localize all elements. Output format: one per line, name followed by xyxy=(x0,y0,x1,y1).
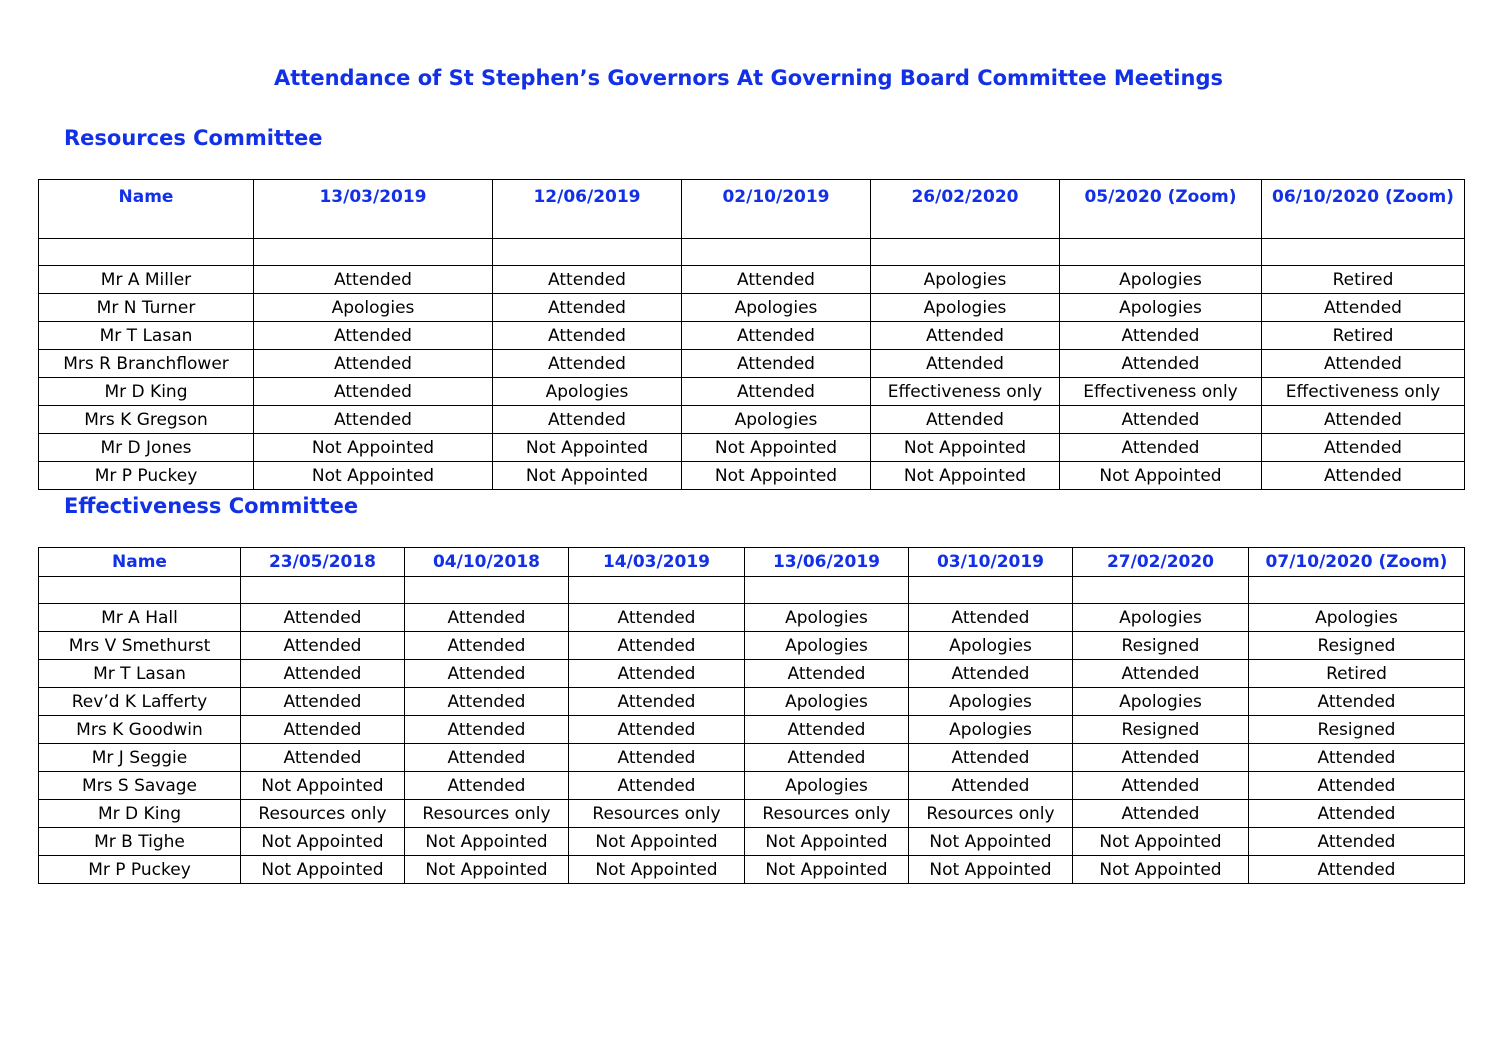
resources-header-date: 06/10/2020 (Zoom) xyxy=(1262,180,1465,239)
attendance-status-cell: Apologies xyxy=(1060,266,1262,294)
attendance-status-cell: Not Appointed xyxy=(569,856,745,884)
attendance-status-cell: Resigned xyxy=(1249,716,1465,744)
attendance-status-cell: Attended xyxy=(871,406,1060,434)
attendance-status-cell: Attended xyxy=(1060,350,1262,378)
governor-name-cell: Mr P Puckey xyxy=(39,462,254,490)
attendance-status-cell: Attended xyxy=(241,660,405,688)
attendance-status-cell: Attended xyxy=(682,350,871,378)
document-title: Attendance of St Stephen’s Governors At Governing Board Committee Meetings xyxy=(274,66,1223,90)
attendance-status-cell: Apologies xyxy=(745,772,909,800)
attendance-status-cell: Attended xyxy=(569,716,745,744)
attendance-status-cell: Attended xyxy=(241,716,405,744)
resources-header-row xyxy=(39,180,1465,239)
attendance-status-cell: Not Appointed xyxy=(871,462,1060,490)
attendance-status-cell: Attended xyxy=(405,604,569,632)
attendance-status-cell: Attended xyxy=(241,604,405,632)
attendance-status-cell: Not Appointed xyxy=(745,856,909,884)
blank-cell xyxy=(241,577,405,604)
attendance-status-cell: Resources only xyxy=(745,800,909,828)
effectiveness-header-row xyxy=(39,548,1465,577)
blank-cell xyxy=(1060,239,1262,266)
attendance-status-cell: Resigned xyxy=(1073,632,1249,660)
attendance-status-cell: Apologies xyxy=(909,716,1073,744)
resources-header-date: 26/02/2020 xyxy=(871,180,1060,239)
attendance-status-cell: Attended xyxy=(1249,856,1465,884)
effectiveness-header-date: 03/10/2019 xyxy=(909,548,1073,577)
governor-name-cell: Mr D King xyxy=(39,800,241,828)
attendance-status-cell: Attended xyxy=(405,688,569,716)
blank-cell xyxy=(871,239,1060,266)
attendance-status-cell: Not Appointed xyxy=(871,434,1060,462)
effectiveness-table-row xyxy=(39,744,1465,772)
blank-cell xyxy=(493,239,682,266)
governor-name-cell: Rev’d K Lafferty xyxy=(39,688,241,716)
effectiveness-table-row xyxy=(39,772,1465,800)
attendance-status-cell: Attended xyxy=(1249,800,1465,828)
governor-name-cell: Mr J Seggie xyxy=(39,744,241,772)
attendance-status-cell: Attended xyxy=(909,604,1073,632)
resources-header-date: 13/03/2019 xyxy=(254,180,493,239)
attendance-status-cell: Resources only xyxy=(909,800,1073,828)
attendance-status-cell: Attended xyxy=(682,266,871,294)
attendance-status-cell: Resources only xyxy=(405,800,569,828)
attendance-status-cell: Not Appointed xyxy=(254,462,493,490)
resources-header-date: 02/10/2019 xyxy=(682,180,871,239)
governor-name-cell: Mr T Lasan xyxy=(39,660,241,688)
attendance-status-cell: Attended xyxy=(1073,660,1249,688)
attendance-status-cell: Not Appointed xyxy=(569,828,745,856)
attendance-status-cell: Attended xyxy=(254,406,493,434)
attendance-status-cell: Resources only xyxy=(569,800,745,828)
attendance-status-cell: Retired xyxy=(1262,322,1465,350)
attendance-status-cell: Attended xyxy=(1073,800,1249,828)
blank-cell xyxy=(682,239,871,266)
attendance-status-cell: Apologies xyxy=(745,688,909,716)
attendance-status-cell: Attended xyxy=(254,322,493,350)
attendance-status-cell: Attended xyxy=(1262,294,1465,322)
attendance-status-cell: Attended xyxy=(569,604,745,632)
resources-header-name: Name xyxy=(39,180,254,239)
attendance-status-cell: Attended xyxy=(1060,434,1262,462)
blank-row xyxy=(39,239,1465,266)
attendance-status-cell: Effectiveness only xyxy=(1060,378,1262,406)
effectiveness-table-body xyxy=(39,577,1465,884)
effectiveness-header-date: 07/10/2020 (Zoom) xyxy=(1249,548,1465,577)
attendance-status-cell: Attended xyxy=(1249,688,1465,716)
governor-name-cell: Mr D Jones xyxy=(39,434,254,462)
attendance-status-cell: Retired xyxy=(1262,266,1465,294)
effectiveness-table-row xyxy=(39,632,1465,660)
attendance-status-cell: Attended xyxy=(405,744,569,772)
attendance-status-cell: Apologies xyxy=(1073,688,1249,716)
governor-name-cell: Mrs R Branchflower xyxy=(39,350,254,378)
effectiveness-table-row xyxy=(39,828,1465,856)
attendance-status-cell: Attended xyxy=(493,294,682,322)
resources-attendance-table xyxy=(38,179,1465,490)
blank-cell xyxy=(569,577,745,604)
resources-table-row xyxy=(39,462,1465,490)
blank-row xyxy=(39,577,1465,604)
governor-name-cell: Mr B Tighe xyxy=(39,828,241,856)
attendance-status-cell: Not Appointed xyxy=(493,462,682,490)
effectiveness-table-row xyxy=(39,604,1465,632)
attendance-status-cell: Not Appointed xyxy=(405,828,569,856)
attendance-status-cell: Effectiveness only xyxy=(1262,378,1465,406)
blank-cell xyxy=(39,239,254,266)
resources-table-row xyxy=(39,266,1465,294)
governor-name-cell: Mr P Puckey xyxy=(39,856,241,884)
attendance-status-cell: Attended xyxy=(241,632,405,660)
blank-cell xyxy=(909,577,1073,604)
blank-cell xyxy=(39,577,241,604)
attendance-status-cell: Attended xyxy=(1249,744,1465,772)
attendance-status-cell: Apologies xyxy=(682,406,871,434)
governor-name-cell: Mr D King xyxy=(39,378,254,406)
attendance-status-cell: Apologies xyxy=(493,378,682,406)
attendance-status-cell: Apologies xyxy=(1249,604,1465,632)
resources-table-row xyxy=(39,378,1465,406)
resources-table-row xyxy=(39,434,1465,462)
attendance-status-cell: Resigned xyxy=(1249,632,1465,660)
attendance-status-cell: Not Appointed xyxy=(909,856,1073,884)
attendance-status-cell: Not Appointed xyxy=(1073,856,1249,884)
effectiveness-attendance-table xyxy=(38,547,1465,884)
attendance-status-cell: Apologies xyxy=(909,688,1073,716)
blank-cell xyxy=(1249,577,1465,604)
attendance-status-cell: Attended xyxy=(254,378,493,406)
blank-cell xyxy=(405,577,569,604)
attendance-status-cell: Apologies xyxy=(254,294,493,322)
resources-header-date: 05/2020 (Zoom) xyxy=(1060,180,1262,239)
attendance-status-cell: Attended xyxy=(745,660,909,688)
attendance-status-cell: Attended xyxy=(405,660,569,688)
attendance-status-cell: Attended xyxy=(1060,406,1262,434)
attendance-status-cell: Apologies xyxy=(745,604,909,632)
attendance-status-cell: Attended xyxy=(241,744,405,772)
attendance-status-cell: Attended xyxy=(569,744,745,772)
attendance-status-cell: Attended xyxy=(1262,350,1465,378)
attendance-status-cell: Attended xyxy=(493,406,682,434)
governor-name-cell: Mrs K Gregson xyxy=(39,406,254,434)
attendance-status-cell: Attended xyxy=(1249,772,1465,800)
attendance-status-cell: Attended xyxy=(1073,744,1249,772)
attendance-status-cell: Attended xyxy=(1262,434,1465,462)
attendance-status-cell: Attended xyxy=(1262,406,1465,434)
attendance-status-cell: Attended xyxy=(241,688,405,716)
governor-name-cell: Mr N Turner xyxy=(39,294,254,322)
resources-table-row xyxy=(39,322,1465,350)
attendance-status-cell: Resources only xyxy=(241,800,405,828)
attendance-status-cell: Attended xyxy=(909,660,1073,688)
attendance-status-cell: Attended xyxy=(745,744,909,772)
effectiveness-header-date: 14/03/2019 xyxy=(569,548,745,577)
attendance-status-cell: Attended xyxy=(254,350,493,378)
attendance-status-cell: Attended xyxy=(682,322,871,350)
attendance-status-cell: Attended xyxy=(405,632,569,660)
effectiveness-committee-heading: Effectiveness Committee xyxy=(64,494,359,518)
attendance-status-cell: Effectiveness only xyxy=(871,378,1060,406)
attendance-status-cell: Not Appointed xyxy=(682,434,871,462)
effectiveness-header-date: 23/05/2018 xyxy=(241,548,405,577)
attendance-status-cell: Attended xyxy=(871,322,1060,350)
attendance-status-cell: Attended xyxy=(871,350,1060,378)
attendance-status-cell: Apologies xyxy=(682,294,871,322)
effectiveness-header-date: 13/06/2019 xyxy=(745,548,909,577)
attendance-status-cell: Not Appointed xyxy=(1073,828,1249,856)
attendance-status-cell: Attended xyxy=(569,688,745,716)
effectiveness-table-row xyxy=(39,660,1465,688)
attendance-status-cell: Not Appointed xyxy=(405,856,569,884)
resources-table-body xyxy=(39,239,1465,490)
effectiveness-table-row xyxy=(39,800,1465,828)
governor-name-cell: Mr A Hall xyxy=(39,604,241,632)
effectiveness-table-row xyxy=(39,688,1465,716)
attendance-status-cell: Apologies xyxy=(871,266,1060,294)
resources-table-row xyxy=(39,406,1465,434)
attendance-status-cell: Attended xyxy=(569,660,745,688)
attendance-status-cell: Not Appointed xyxy=(254,434,493,462)
attendance-status-cell: Not Appointed xyxy=(241,772,405,800)
governor-name-cell: Mrs S Savage xyxy=(39,772,241,800)
attendance-status-cell: Attended xyxy=(909,772,1073,800)
governor-name-cell: Mr A Miller xyxy=(39,266,254,294)
attendance-status-cell: Not Appointed xyxy=(682,462,871,490)
attendance-status-cell: Attended xyxy=(1060,322,1262,350)
effectiveness-header-name: Name xyxy=(39,548,241,577)
attendance-status-cell: Attended xyxy=(745,716,909,744)
effectiveness-table-row xyxy=(39,716,1465,744)
attendance-status-cell: Attended xyxy=(569,632,745,660)
blank-cell xyxy=(1073,577,1249,604)
attendance-status-cell: Attended xyxy=(909,744,1073,772)
attendance-status-cell: Not Appointed xyxy=(745,828,909,856)
attendance-status-cell: Attended xyxy=(682,378,871,406)
attendance-status-cell: Attended xyxy=(569,772,745,800)
attendance-status-cell: Attended xyxy=(405,716,569,744)
resources-committee-heading: Resources Committee xyxy=(64,126,323,150)
attendance-status-cell: Not Appointed xyxy=(241,856,405,884)
attendance-status-cell: Retired xyxy=(1249,660,1465,688)
blank-cell xyxy=(745,577,909,604)
resources-header-date: 12/06/2019 xyxy=(493,180,682,239)
attendance-status-cell: Resigned xyxy=(1073,716,1249,744)
effectiveness-header-date: 27/02/2020 xyxy=(1073,548,1249,577)
attendance-status-cell: Not Appointed xyxy=(1060,462,1262,490)
governor-name-cell: Mrs K Goodwin xyxy=(39,716,241,744)
attendance-status-cell: Attended xyxy=(1249,828,1465,856)
attendance-status-cell: Attended xyxy=(1262,462,1465,490)
attendance-status-cell: Attended xyxy=(493,322,682,350)
attendance-status-cell: Attended xyxy=(493,266,682,294)
attendance-status-cell: Apologies xyxy=(871,294,1060,322)
attendance-status-cell: Not Appointed xyxy=(241,828,405,856)
attendance-status-cell: Apologies xyxy=(909,632,1073,660)
blank-cell xyxy=(254,239,493,266)
attendance-status-cell: Apologies xyxy=(1060,294,1262,322)
attendance-status-cell: Apologies xyxy=(745,632,909,660)
attendance-status-cell: Attended xyxy=(1073,772,1249,800)
attendance-status-cell: Attended xyxy=(493,350,682,378)
attendance-status-cell: Attended xyxy=(254,266,493,294)
blank-cell xyxy=(1262,239,1465,266)
resources-table-row xyxy=(39,294,1465,322)
attendance-status-cell: Not Appointed xyxy=(909,828,1073,856)
attendance-status-cell: Apologies xyxy=(1073,604,1249,632)
governor-name-cell: Mrs V Smethurst xyxy=(39,632,241,660)
effectiveness-table-row xyxy=(39,856,1465,884)
attendance-status-cell: Attended xyxy=(405,772,569,800)
attendance-status-cell: Not Appointed xyxy=(493,434,682,462)
effectiveness-header-date: 04/10/2018 xyxy=(405,548,569,577)
governor-name-cell: Mr T Lasan xyxy=(39,322,254,350)
resources-table-row xyxy=(39,350,1465,378)
